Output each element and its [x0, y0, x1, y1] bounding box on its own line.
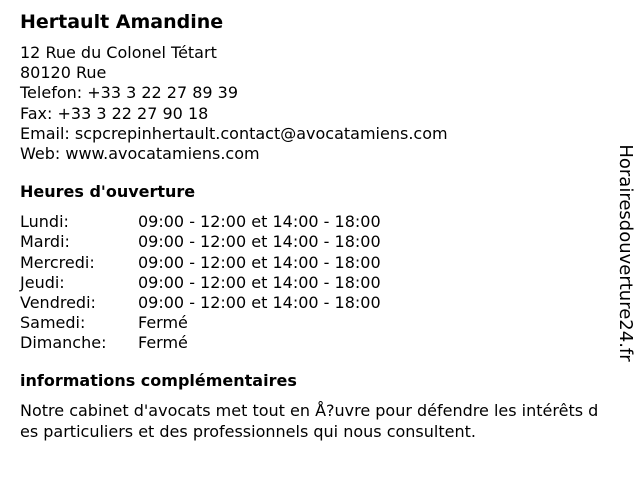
hours-row-saturday	[20, 313, 610, 333]
day-label: Mercredi:	[20, 252, 95, 272]
day-hours: 09:00 - 12:00 et 14:00 - 18:00	[138, 232, 381, 252]
opening-hours-list	[20, 212, 610, 353]
fax-number: Fax: +33 3 22 27 90 18	[20, 103, 209, 123]
business-card	[20, 10, 610, 442]
additional-info-text: Notre cabinet d'avocats met tout en Å?uvre pour défendre les intérêts des particuliers et des professionnels qui nous consultent.	[20, 400, 599, 441]
day-label: Dimanche:	[20, 333, 107, 353]
day-hours: Fermé	[138, 333, 188, 353]
hours-row-wednesday	[20, 253, 610, 273]
day-label: Mardi:	[20, 232, 70, 252]
address-city: 80120 Rue	[20, 63, 107, 83]
day-hours: 09:00 - 12:00 et 14:00 - 18:00	[138, 272, 381, 292]
day-hours: 09:00 - 12:00 et 14:00 - 18:00	[138, 212, 381, 232]
email-address: Email: scpcrepinhertault.contact@avocatamiens.com	[20, 123, 448, 143]
phone-number: Telefon: +33 3 22 27 89 39	[20, 83, 239, 103]
day-hours: 09:00 - 12:00 et 14:00 - 18:00	[138, 293, 381, 313]
hours-row-sunday	[20, 333, 610, 353]
opening-hours-title: Heures d'ouverture	[20, 182, 196, 202]
day-label: Samedi:	[20, 313, 86, 333]
day-label: Vendredi:	[20, 293, 96, 313]
day-label: Jeudi:	[20, 272, 65, 292]
address-street: 12 Rue du Colonel Tétart	[20, 43, 217, 62]
additional-info-title: informations complémentaires	[20, 370, 297, 390]
hours-row-tuesday	[20, 232, 610, 252]
business-name: Hertault Amandine	[20, 11, 224, 33]
day-hours: Fermé	[138, 313, 188, 333]
website: Web: www.avocatamiens.com	[20, 144, 260, 164]
watermark-text: Horairesdouverture24.fr	[615, 144, 636, 362]
day-label: Lundi:	[20, 212, 69, 232]
hours-row-thursday	[20, 273, 610, 293]
hours-row-monday	[20, 212, 610, 232]
day-hours: 09:00 - 12:00 et 14:00 - 18:00	[138, 252, 381, 272]
hours-row-friday	[20, 293, 610, 313]
